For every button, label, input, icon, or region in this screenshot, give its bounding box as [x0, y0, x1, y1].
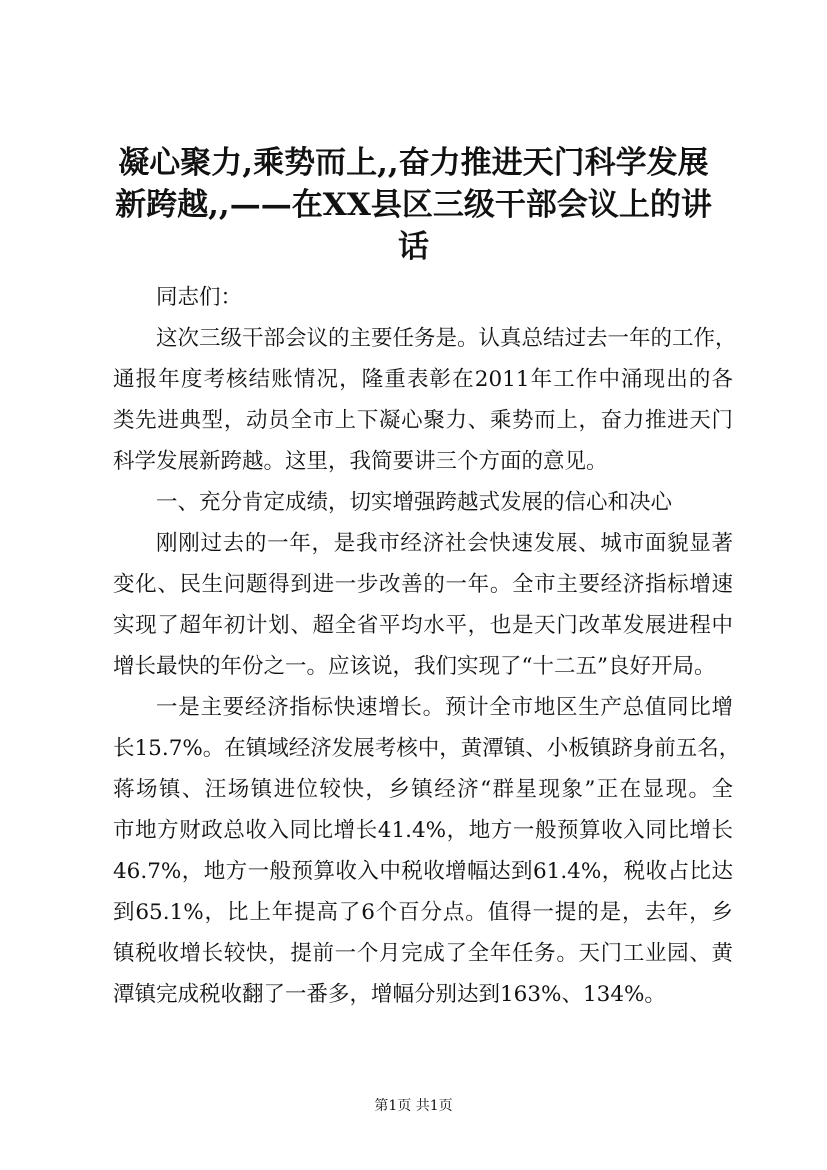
text-line: 变化、民生问题得到进一步改善的一年。全市主要经济指标增速 [113, 572, 733, 597]
title-line: 话 [398, 229, 429, 265]
paragraph-achievements [113, 523, 733, 687]
text-line: 这次三级干部会议的主要任务是。认真总结过去一年的工作， [156, 326, 737, 351]
page-footer: 第1页 共1页 [374, 1098, 453, 1114]
text-line: 长15.7%。在镇域经济发展考核中，黄潭镇、小板镇跻身前五名， [113, 736, 741, 761]
title-line: 凝心聚力,乘势而上,,奋力推进天门科学发展 [118, 145, 709, 181]
text-line: 46.7%，地方一般预算收入中税收增幅达到61.4%，税收占比达 [113, 859, 733, 884]
text-line: 市地方财政总收入同比增长41.4%，地方一般预算收入同比增长 [113, 818, 733, 843]
document-body [113, 277, 741, 1015]
greeting: 同志们： [156, 285, 243, 310]
text-line: 类先进典型，动员全市上下凝心聚力、乘势而上，奋力推进天门 [113, 408, 733, 433]
text-line: 实现了超年初计划、超全省平均水平，也是天门改革发展进程中 [113, 613, 733, 638]
paragraph-economic-growth [113, 687, 741, 1015]
text-line: 潭镇完成税收翻了一番多，增幅分别达到163%、134%。 [113, 982, 666, 1007]
title-line: 新跨越,,——在XX县区三级干部会议上的讲 [115, 187, 712, 223]
text-line: 镇税收增长较快，提前一个月完成了全年任务。天门工业园、黄 [113, 941, 733, 966]
paragraph-intro [113, 318, 737, 482]
text-line: 通报年度考核结账情况，隆重表彰在2011年工作中涌现出的各 [113, 367, 733, 392]
text-line: 一是主要经济指标快速增长。预计全市地区生产总值同比增 [156, 695, 733, 720]
section-heading: 一、充分肯定成绩，切实增强跨越式发展的信心和决心 [156, 490, 673, 515]
text-line: 科学发展新跨越。这里，我简要讲三个方面的意见。 [113, 449, 608, 474]
text-line: 增长最快的年份之一。应该说，我们实现了“十二五”良好开局。 [113, 654, 716, 679]
document-title [100, 142, 727, 268]
text-line: 到65.1%，比上年提高了6个百分点。值得一提的是，去年，乡 [113, 900, 733, 925]
text-line: 蒋场镇、汪场镇进位较快，乡镇经济“群星现象”正在显现。全 [113, 777, 733, 802]
text-line: 刚刚过去的一年，是我市经济社会快速发展、城市面貌显著 [156, 531, 733, 556]
